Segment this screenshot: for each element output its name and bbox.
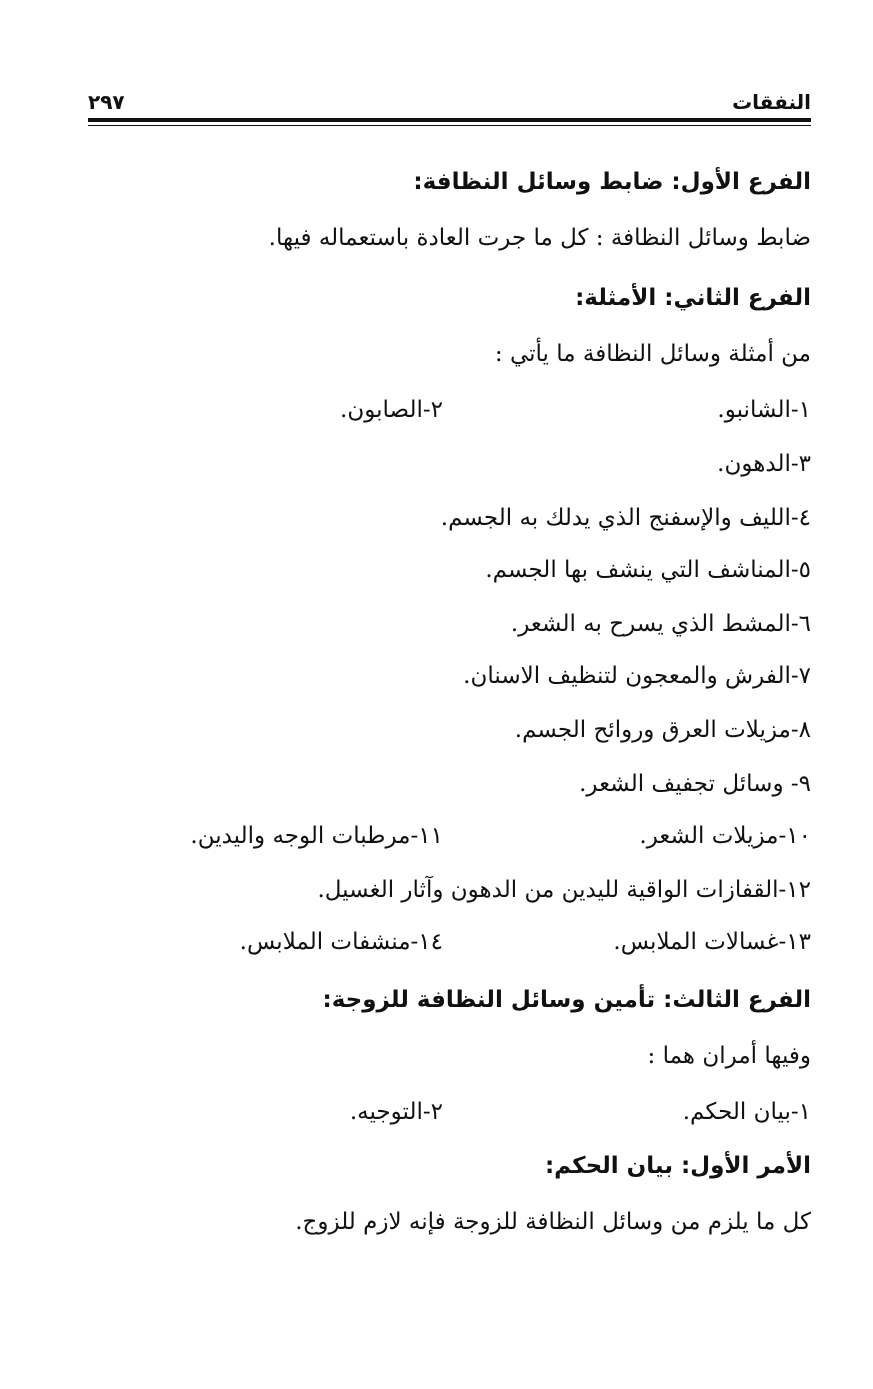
- chapter-title: النفقات: [732, 90, 811, 114]
- header-rule-thick: [88, 118, 811, 122]
- list-item: ٦-المشط الذي يسرح به الشعر.: [510, 611, 811, 637]
- list-item: ١-الشانبو.: [717, 397, 811, 423]
- third-branch-intro: وفيها أمران هما :: [647, 1043, 811, 1069]
- header-rule-thin: [88, 125, 811, 126]
- paragraph-ruling: كل ما يلزم من وسائل النظافة للزوجة فإنه لازم للزوج.: [295, 1209, 811, 1235]
- list-item: ١٢-القفازات الواقية لليدين من الدهون وآثار الغسيل.: [317, 877, 811, 903]
- list-item: ١٤-منشفات الملابس.: [239, 929, 443, 955]
- list-item: ١٠-مزيلات الشعر.: [639, 823, 811, 849]
- list-item: ٨-مزيلات العرق وروائح الجسم.: [514, 717, 811, 743]
- examples-intro: من أمثلة وسائل النظافة ما يأتي :: [494, 341, 811, 367]
- list-item: ٢-الصابون.: [340, 397, 443, 423]
- page-number: ٢٩٧: [88, 90, 125, 114]
- list-item: ١٣-غسالات الملابس.: [613, 929, 811, 955]
- section-heading-first-branch: الفرع الأول: ضابط وسائل النظافة:: [413, 169, 811, 195]
- paragraph-definition: ضابط وسائل النظافة : كل ما جرت العادة باستعماله فيها.: [268, 225, 811, 251]
- list-item: ٧-الفرش والمعجون لتنظيف الاسنان.: [463, 663, 811, 689]
- running-header: [88, 88, 811, 116]
- list-item: ٩- وسائل تجفيف الشعر.: [579, 771, 811, 797]
- list-item: ٢-التوجيه.: [349, 1099, 443, 1125]
- sub-heading-ruling: الأمر الأول: بيان الحكم:: [544, 1153, 811, 1179]
- list-item: ١١-مرطبات الوجه واليدين.: [190, 823, 443, 849]
- list-item: ٣-الدهون.: [717, 451, 811, 477]
- list-item: ١-بيان الحكم.: [682, 1099, 811, 1125]
- list-item: ٤-الليف والإسفنج الذي يدلك به الجسم.: [440, 505, 811, 531]
- section-heading-examples: الفرع الثاني: الأمثلة:: [575, 285, 811, 311]
- list-item: ٥-المناشف التي ينشف بها الجسم.: [485, 557, 811, 583]
- section-heading-third-branch: الفرع الثالث: تأمين وسائل النظافة للزوجة:: [322, 987, 811, 1013]
